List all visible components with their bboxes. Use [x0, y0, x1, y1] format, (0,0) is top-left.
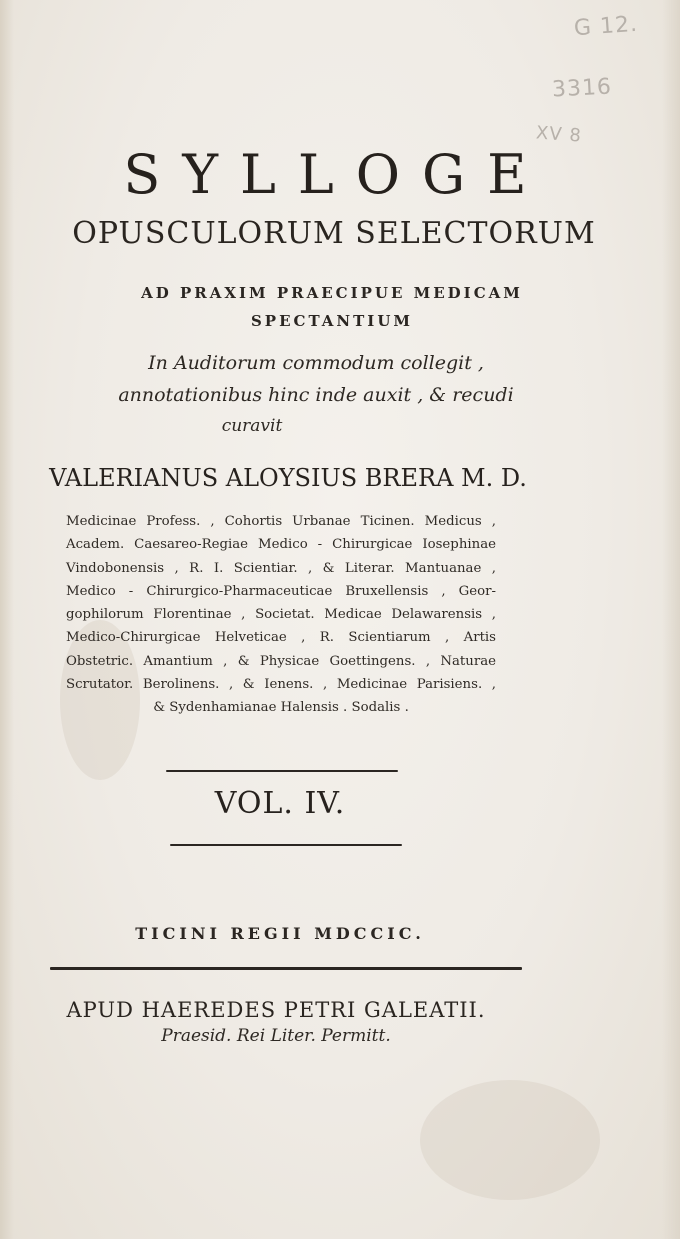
book-title: SYLLOGE	[123, 143, 549, 206]
pencil-number: 3316	[551, 74, 613, 103]
credential-line: Medico - Chirurgico-Pharmaceuticae Bruxellensis , Geor-	[66, 583, 496, 599]
author-name: VALERIANUS ALOYSIUS BRERA M. D.	[49, 464, 527, 492]
paper-stain	[420, 1080, 600, 1200]
permission-line: Praesid. Rei Liter. Permitt.	[161, 1026, 391, 1046]
author-credentials	[66, 510, 496, 720]
credential-line: Medicinae Profess. , Cohortis Urbanae Ticinen. Medicus ,	[66, 514, 496, 529]
credential-line: gophilorum Florentinae , Societat. Medicae Delawarensis ,	[66, 607, 496, 623]
publisher-line: APUD HAEREDES PETRI GALEATII.	[66, 998, 486, 1022]
credential-line: Scrutator. Berolinens. , & Ienens. , Medicinae Parisiens. ,	[66, 677, 496, 693]
credential-line: Vindobonensis , R. I. Scientiar. , & Literar. Mantuanae ,	[66, 560, 496, 576]
pencil-roman-note: XV 8	[535, 122, 583, 147]
credential-line: Academ. Caesareo-Regiae Medico - Chirurgicae Iosephinae	[66, 537, 496, 553]
imprint-line: TICINI REGII MDCCIC.	[135, 924, 425, 943]
editorial-line-1: In Auditorum commodum collegit ,	[148, 352, 484, 374]
subject-line-1: AD PRAXIM PRAECIPUE MEDICAM	[141, 284, 523, 302]
editorial-line-3: curavit	[221, 416, 283, 436]
credential-line: Medico-Chirurgicae Helveticae , R. Scientiarum , Artis	[66, 630, 496, 646]
credential-line: Obstetric. Amantium , & Physicae Goettingens. , Naturae	[66, 653, 496, 669]
book-subtitle: OPUSCULORUM SELECTORUM	[72, 216, 596, 251]
ornament-rule-bottom	[170, 844, 402, 846]
pencil-shelfmark: G 12.	[573, 11, 639, 42]
editorial-line-2: annotationibus hinc inde auxit , & recudi	[118, 384, 514, 406]
ornament-rule-top	[166, 770, 398, 772]
credential-line: & Sydenhamianae Halensis . Sodalis .	[153, 700, 409, 716]
imprint-rule	[50, 967, 522, 970]
volume-number: VOL. IV.	[214, 786, 346, 821]
subject-line-2: SPECTANTIUM	[250, 312, 414, 330]
